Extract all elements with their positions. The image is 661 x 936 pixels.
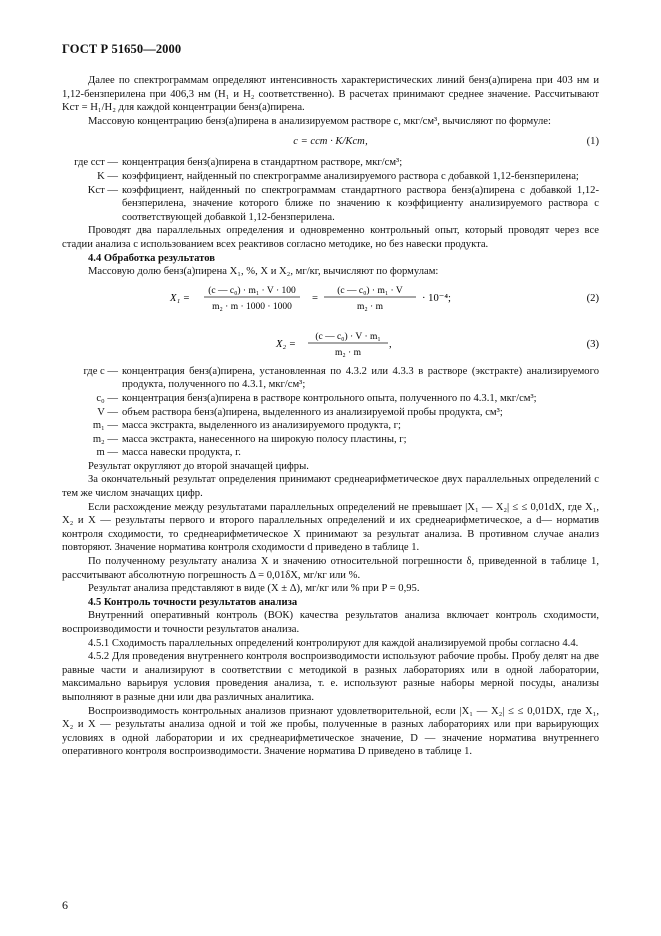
paragraph: Результат анализа представляют в виде (X ± Δ), мг/кг или % при P = 0,95.: [88, 583, 420, 595]
definition-row: c₀ — концентрация бенз(а)пирена в растворе контрольного опыта, полученного по 4.3.1, мкг/см³;: [96, 392, 537, 404]
definition-row: m₂ — масса экстракта, нанесенного на широкую полосу пластины, г;: [92, 433, 407, 445]
paragraph: Воспроизводимость контрольных анализов признают удовлетворительной, если |X₁ — X₂| ≤ ≤ 0,01DX, где X₁, X₂ и X — результаты анализа одной и той же пробы, полученные в разных лабораториях или при варьирующих условиях в одной лаборатории и их среднеарифметическое значение, D — значение норматива внутреннего оперативного контроля воспроизводимости. Значение норматива D приведено в таблице 1.: [62, 705, 599, 758]
definition-row: где cст — концентрация бенз(а)пирена в стандартном растворе, мкг/см³;: [74, 157, 403, 169]
fraction-numerator: (c — c₀) · V · m₁: [315, 331, 381, 342]
paragraph: Проводят два параллельных определения и одновременно контрольный опыт, который проводят через все стадии анализа с использованием всех реактивов согласно методике, но без навески продукта.: [62, 225, 599, 250]
formula-3-graphic: [62, 325, 599, 365]
paragraph: По полученному результату анализа X и значению относительной погрешности δ, приведенной в таблице 1, рассчитывают абсолютную погрешность Δ = 0,01δX, мг/кг или %.: [62, 556, 599, 581]
fraction-numerator: (c — c₀) · m₁ · V · 100: [208, 285, 296, 296]
page-number: 6: [62, 898, 68, 912]
formula-tail: ,: [389, 338, 392, 350]
paragraph: 4.5.1 Сходимость параллельных определений контролируют для каждой анализируемой пробы согласно 4.4.: [88, 637, 579, 649]
paragraph: Если расхождение между результатами параллельных определений не превышает |X₁ — X₂| ≤ ≤ 0,01dX, где X₁, X₂ и X — результаты первого и второго параллельных определений и их среднеарифметическое, а d— норматив контроля сходимости, то среднеарифметическое X принимают за результат анализа. В противном случае анализ повторяют. Значение норматива контроля сходимости d приведено в таблице 1.: [62, 501, 599, 554]
formula-lhs: X₂ =: [276, 338, 296, 350]
formula-number: (1): [586, 136, 599, 148]
paragraph: Внутренний оперативный контроль (ВОК) качества результатов анализа включает контроль сходимости, воспроизводимости и точности результатов анализа.: [62, 610, 599, 635]
page-header: ГОСТ Р 51650—2000: [62, 42, 182, 56]
section-heading-4-4: 4.4 Обработка результатов: [88, 252, 215, 264]
section-heading-4-5: 4.5 Контроль точности результатов анализа: [88, 596, 298, 608]
definition-row: m₁ — масса экстракта, выделенного из анализируемого продукта, г;: [92, 420, 401, 432]
paragraph: Массовую долю бенз(а)пирена X₁, %, X и X₂, мг/кг, вычисляют по формулам:: [88, 266, 439, 278]
formula-1: [62, 134, 599, 150]
where-list-2: [62, 365, 599, 460]
definition-row: Kст — коэффициент, найденный по спектрограммам стандартного раствора бенз(а)пирена с добавкой 1,12-бензперилена, значение которого ближе по значению к коэффициенту анализируемого раствора с соответствующей добавкой 1,12-бензперилена.: [87, 184, 599, 223]
page-content: [62, 74, 599, 759]
formula-tail: · 10⁻⁴;: [422, 292, 451, 304]
formula-expression: c = cст · K/Kст,: [293, 136, 368, 148]
paragraph: Результат округляют до второй значащей цифры.: [88, 460, 309, 472]
paragraph: Массовую концентрацию бенз(а)пирена в анализируемом растворе c, мкг/см³, вычисляют по формуле:: [88, 115, 551, 127]
definition-row: K — коэффициент, найденный по спектрограмме анализируемого раствора с добавкой 1,12-бензперилена;: [97, 170, 579, 182]
definition-row: V — объем раствора бенз(а)пирена, выделенного из анализируемой пробы продукта, см³;: [97, 406, 503, 418]
formula-number: (3): [586, 338, 599, 350]
formula-number: (2): [586, 292, 599, 304]
definition-row: где c — концентрация бенз(а)пирена, установленная по 4.3.2 или 4.3.3 в растворе (экстракте) анализируемого продукта, полученного по 4.3.1, мкг/см³;: [83, 365, 599, 391]
fraction-denominator: m₂ · m · 1000 · 1000: [212, 301, 292, 312]
equals-sign: =: [312, 292, 318, 304]
formula-2: [62, 279, 599, 319]
definition-row: m — масса навески продукта, г.: [96, 447, 241, 459]
paragraph: За окончательный результат определения принимают среднеарифметическое двух параллельных определений с тем же числом значащих цифр.: [62, 474, 599, 500]
fraction-denominator: m₂ · m: [356, 301, 384, 312]
formula-lhs: X₁ =: [170, 292, 190, 304]
formula-3: [62, 325, 599, 365]
paragraph: Далее по спектрограммам определяют интенсивность характеристических линий бенз(а)пирена при 403 нм и 1,12-бензперилена при 406,3 нм (H₁ и H₂ соответственно). В расчетах принимают среднее значение. Рассчитывают Kст = H₁/H₂ для каждой концентрации бенз(а)пирена.: [62, 75, 599, 114]
paragraph: 4.5.2 Для проведения внутреннего контроля воспроизводимости используют рабочие пробы. Пробу делят на две равные части и анализируют в соответствии с методикой в разных лабораториях или в одной лаборатории, максимально варьируя условия проведения анализа, т. е. используют разные наборы мерной посуды, анализы выполняют в разные дни или два различных аналитика.: [62, 651, 599, 703]
fraction-numerator: (c — c₀) · m₁ · V: [337, 285, 403, 296]
formula-2-graphic: [62, 279, 599, 319]
fraction-denominator: m₂ · m: [334, 347, 362, 358]
where-list-1: [62, 156, 599, 224]
